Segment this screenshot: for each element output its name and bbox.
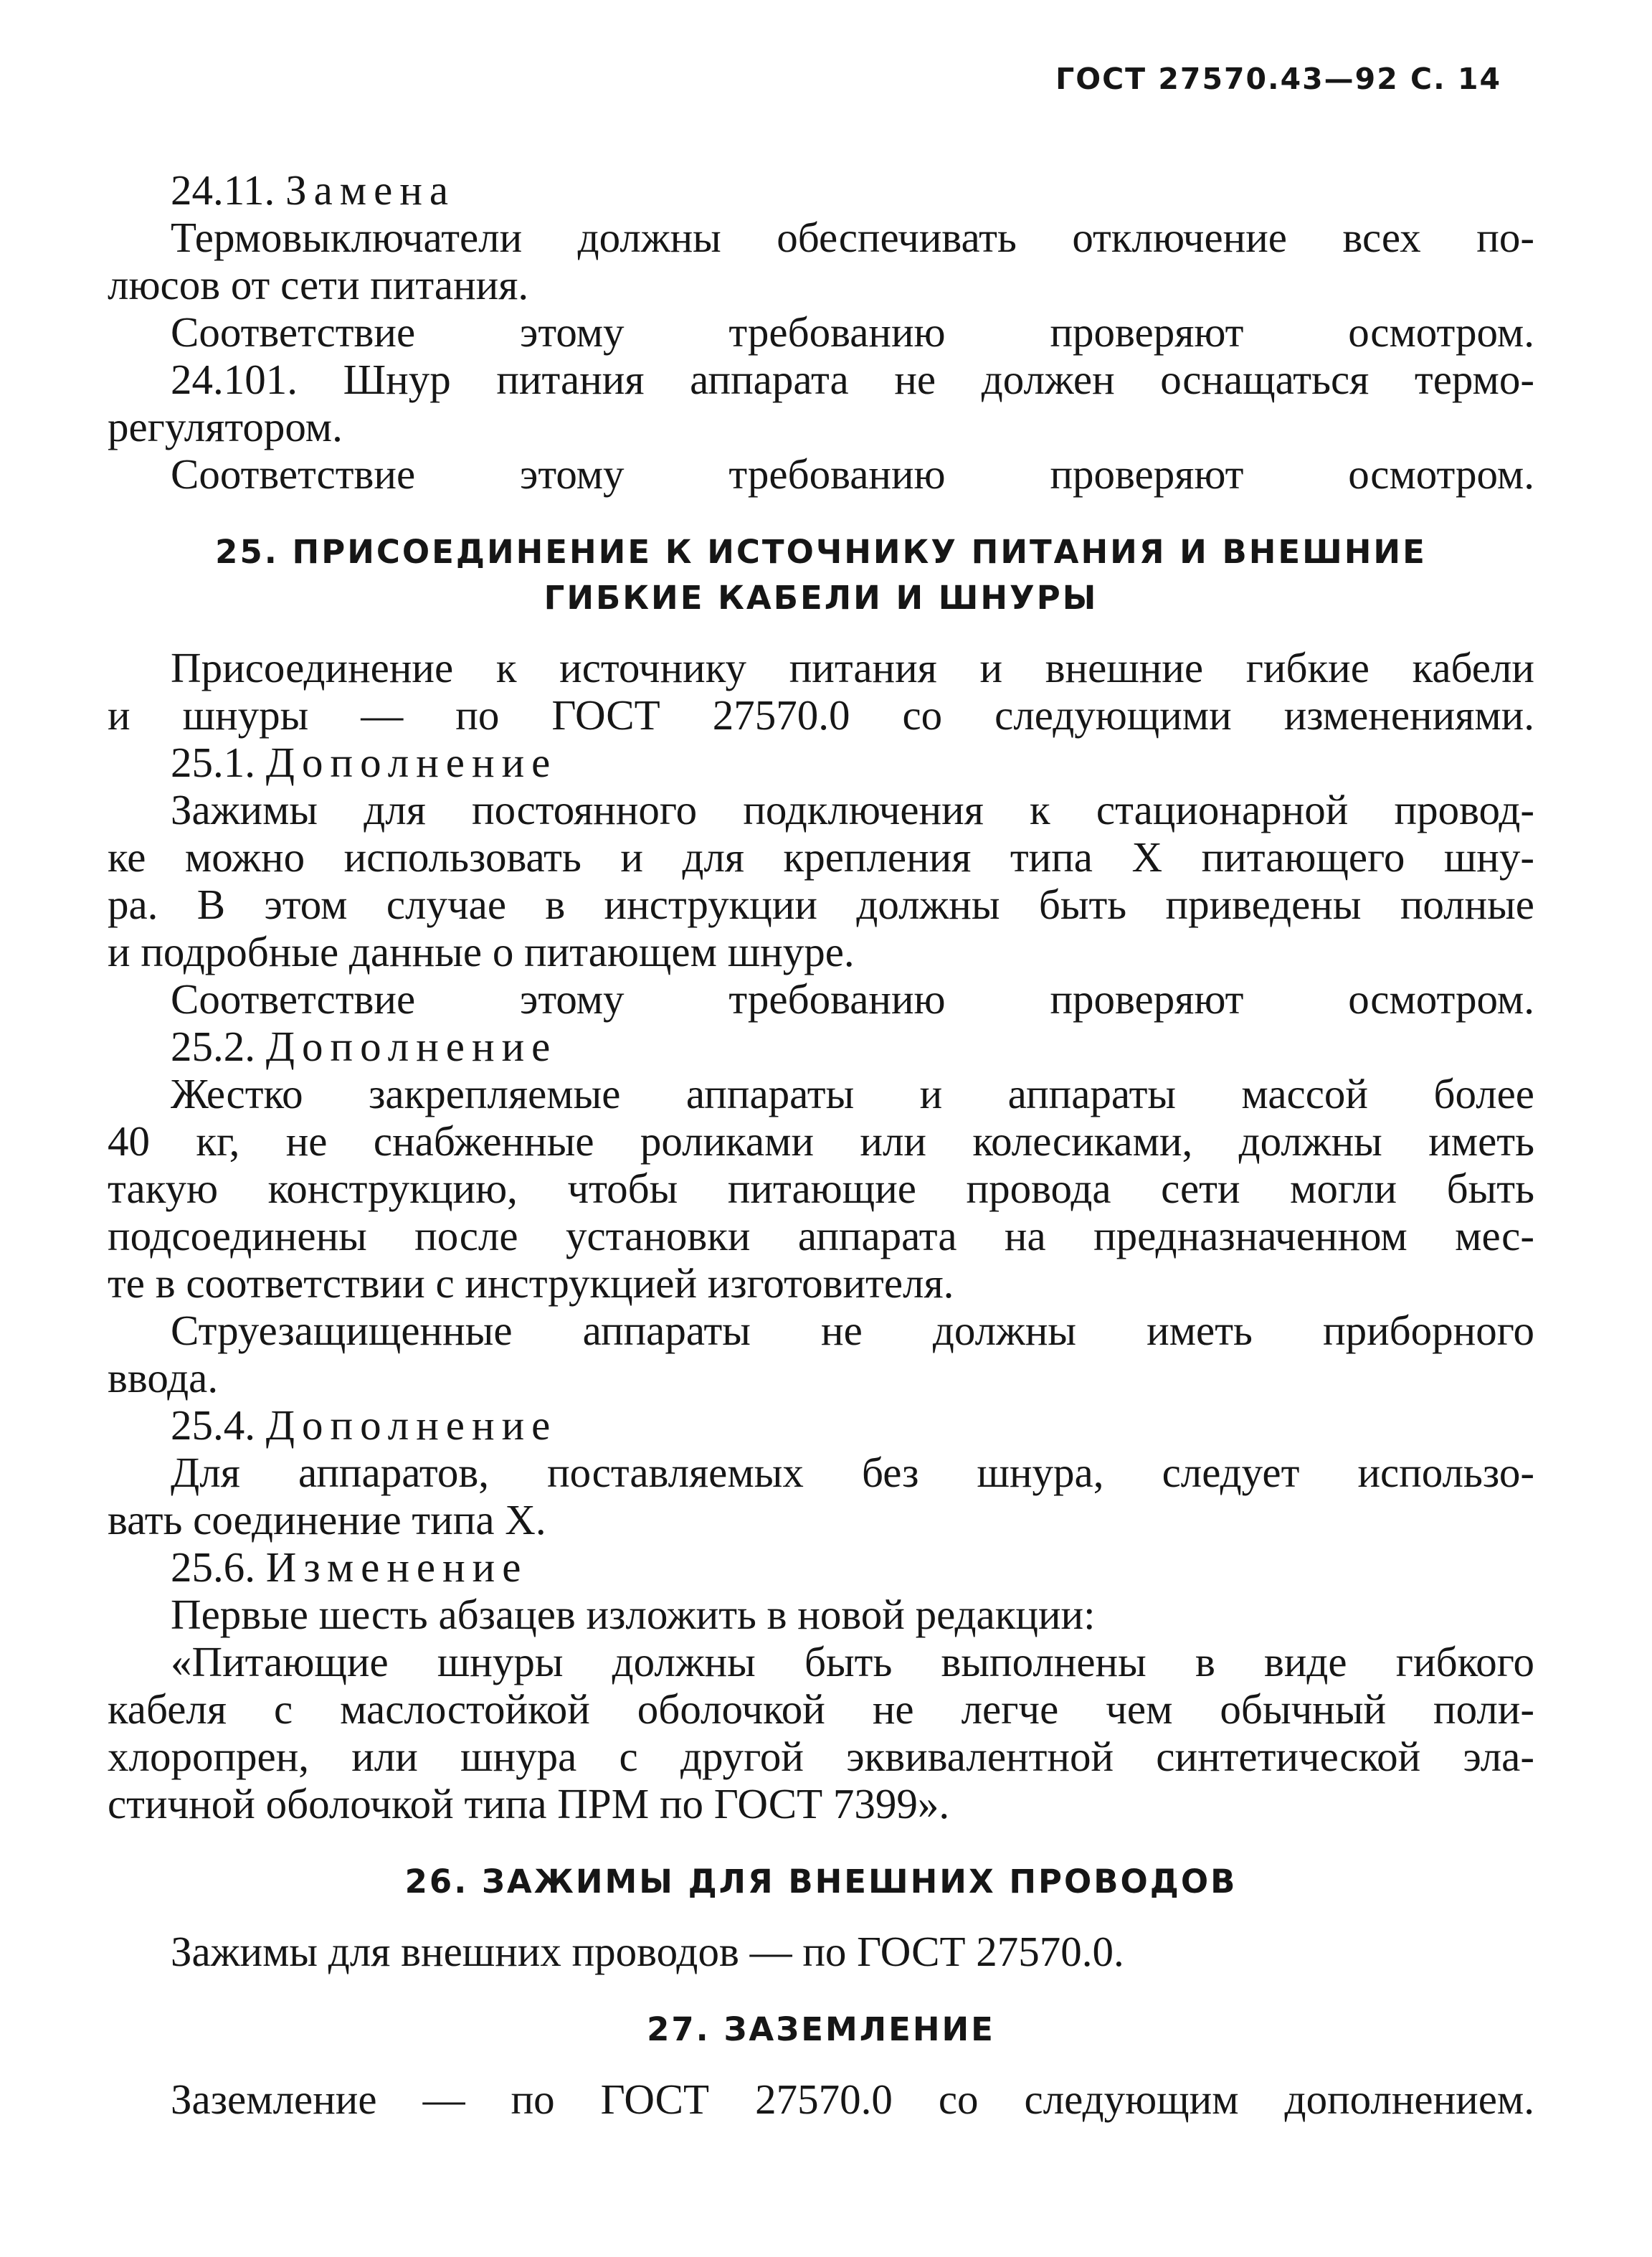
- text-line: Соответствие этому требованию проверяют осмотром.: [171, 450, 1534, 498]
- clause-25-4-label: [108, 1401, 1534, 1449]
- clause-25-6-number: 25.6.: [171, 1543, 255, 1591]
- clause-24-11-number: 24.11.: [171, 166, 275, 214]
- text-line: Жестко закрепляемые аппараты и аппараты массой более: [171, 1070, 1534, 1117]
- text-line: 40 кг, не снабженные роликами или колесиками, должны иметь: [108, 1117, 1534, 1165]
- clause-25-1-word: Дополнение: [265, 739, 558, 786]
- text-line: стичной оболочкой типа ПРМ по ГОСТ 7399».: [108, 1780, 950, 1827]
- page-header: ГОСТ 27570.43—92 С. 14: [1055, 62, 1501, 96]
- text-line: те в соответствии с инструкцией изготовителя.: [108, 1259, 954, 1307]
- text-line: Зажимы для постоянного подключения к стационарной провод-: [171, 786, 1534, 833]
- text-line: «Питающие шнуры должны быть выполнены в виде гибкого: [171, 1638, 1534, 1685]
- section-25-intro: Присоединение к источнику питания и внешние гибкие кабели: [171, 644, 1534, 691]
- clause-24-11-word: Замена: [285, 166, 456, 214]
- text-line: такую конструкцию, чтобы питающие провода сети могли быть: [108, 1165, 1534, 1212]
- clause-25-1-label: [108, 739, 1534, 786]
- text-line: люсов от сети питания.: [108, 261, 529, 308]
- clause-24-11-label: [108, 166, 1534, 214]
- clause-25-6-word: Изменение: [265, 1543, 528, 1591]
- text-line: и подробные данные о питающем шнуре.: [108, 928, 855, 975]
- text-line: Термовыключатели должны обеспечивать отключение всех по-: [171, 214, 1534, 261]
- text-line: регулятором.: [108, 403, 343, 450]
- clause-25-2-word: Дополнение: [265, 1023, 558, 1070]
- text-line: Соответствие этому требованию проверяют осмотром.: [171, 975, 1534, 1023]
- section-25-heading: 25. ПРИСОЕДИНЕНИЕ К ИСТОЧНИКУ ПИТАНИЯ И ВНЕШНИЕ: [215, 533, 1427, 571]
- text-line: кабеля с маслостойкой оболочкой не легче чем обычный поли-: [108, 1685, 1534, 1733]
- text-line: и шнуры — по ГОСТ 27570.0 со следующими изменениями.: [108, 691, 1534, 739]
- section-25-heading-cont: ГИБКИЕ КАБЕЛИ И ШНУРЫ: [543, 579, 1098, 617]
- text-line: хлоропрен, или шнура с другой эквивалентной синтетической эла-: [108, 1733, 1534, 1780]
- section-27-text: Заземление — по ГОСТ 27570.0 со следующим дополнением.: [171, 2076, 1534, 2123]
- text-line: Струезащищенные аппараты не должны иметь приборного: [171, 1307, 1534, 1354]
- clause-24-101-line: 24.101. Шнур питания аппарата не должен оснащаться термо-: [171, 356, 1534, 403]
- section-27-heading: 27. ЗАЗЕМЛЕНИЕ: [647, 2010, 995, 2048]
- text-line: вать соединение типа X.: [108, 1496, 546, 1543]
- clause-25-1-number: 25.1.: [171, 739, 255, 786]
- clause-25-6-label: [108, 1543, 1534, 1591]
- section-26-heading: 26. ЗАЖИМЫ ДЛЯ ВНЕШНИХ ПРОВОДОВ: [404, 1863, 1238, 1901]
- clause-25-4-number: 25.4.: [171, 1401, 255, 1449]
- clause-25-4-word: Дополнение: [265, 1401, 558, 1449]
- text-line: ввода.: [108, 1354, 219, 1401]
- text-line: подсоединены после установки аппарата на предназначенном мес-: [108, 1212, 1534, 1259]
- text-line: Первые шесть абзацев изложить в новой редакции:: [171, 1591, 1096, 1638]
- section-26-text: Зажимы для внешних проводов — по ГОСТ 27570.0.: [171, 1928, 1124, 1975]
- text-line: ке можно использовать и для крепления типа X питающего шну-: [108, 833, 1534, 881]
- text-line: Соответствие этому требованию проверяют осмотром.: [171, 308, 1534, 356]
- text-line: ра. В этом случае в инструкции должны быть приведены полные: [108, 881, 1534, 928]
- text-line: Для аппаратов, поставляемых без шнура, следует использо-: [171, 1449, 1534, 1496]
- clause-25-2-label: [108, 1023, 1534, 1070]
- document-body: [108, 166, 1534, 2123]
- clause-25-2-number: 25.2.: [171, 1023, 255, 1070]
